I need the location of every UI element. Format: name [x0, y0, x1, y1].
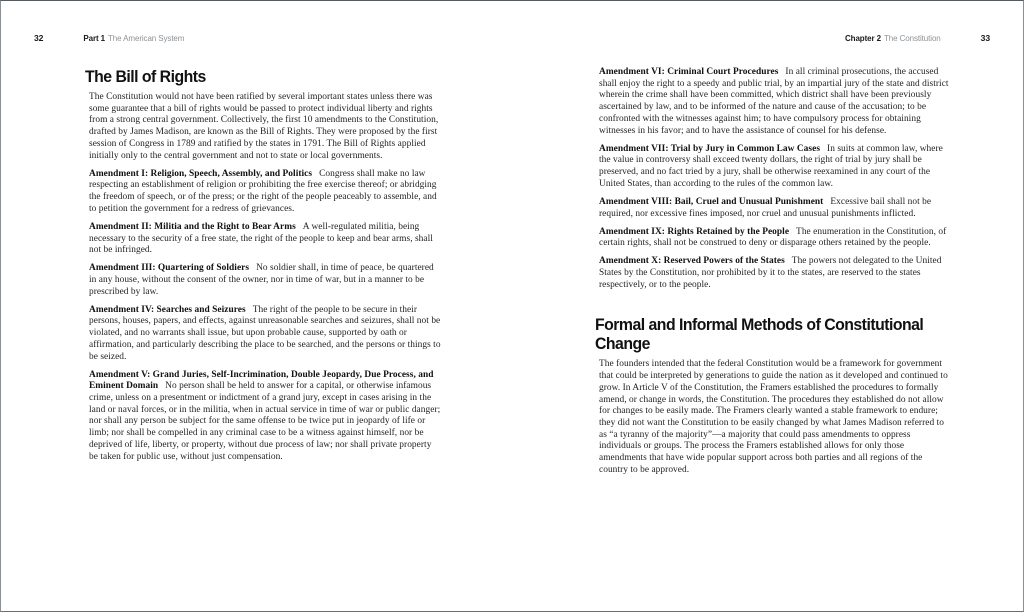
part-label: Part 1 — [83, 34, 105, 43]
amendment-entry-4 — [85, 305, 441, 364]
right-column — [595, 67, 951, 477]
amendment-text: Excessive bail shall not be required, nor excessive fines imposed, nor cruel and unusual punishments inflicted. — [599, 196, 932, 219]
amendment-label: Amendment I: Religion, Speech, Assembly, and Politics — [89, 168, 313, 179]
amendment-label: Amendment VII: Trial by Jury in Common Law Cases — [599, 143, 821, 154]
page-number-recto: 33 — [980, 33, 990, 43]
amendment-text: No person shall be held to answer for a capital, or otherwise infamous crime, unless on a presentment or indictment of a grand jury, except in cases arising in the land or naval forces, or in the militia, when in actual service in time of war or public danger; nor shall any person be subject for the same offense to be twice put in jeopardy of life or limb; nor shall be compelled in any criminal case to be a witness against himself, nor be deprived of life, liberty, or property, without due process of law; nor shall private property be taken for public use, without just compensation. — [89, 381, 441, 462]
amendment-text: A well-regulated militia, being necessary to the security of a free state, the right of the people to keep and bear arms, shall not be infringed. — [89, 221, 433, 256]
amendment-entry-9 — [595, 227, 951, 250]
amendment-text: In suits at common law, where the value in controversy shall exceed twenty dollars, the right of trial by jury shall be preserved, and no fact tried by a jury, shall be otherwise reexamined in any court of the United States, than according to the rules of the common law. — [599, 143, 943, 189]
amendment-label: Amendment IX: Rights Retained by the People — [599, 226, 790, 237]
closing-paragraph: The founders intended that the federal Constitution would be a framework for government that could be interpreted by generations to guide the nation as it developed and continued to grow. In Article V of the Constitution, the Framers established the procedures to formally amend, or change in words, the Constitution. The procedures they established do not allow for changes to be easily made. The Framers clearly wanted a stable framework to endure; they did not want the Constitution to be easily changed by what James Madison referred to as “a tyranny of the majority”—a majority that could pass amendments to oppress individuals or groups. The process the Framers established allows for only those amendments that have wide popular support across both parties and all regions of the country to be approved. — [599, 359, 948, 475]
amendment-label: Amendment III: Quartering of Soldiers — [89, 263, 250, 274]
amendment-entry-6 — [595, 67, 951, 137]
amendment-entry-5 — [85, 370, 441, 464]
amendment-entry-7 — [595, 144, 951, 191]
amendment-label: Amendment VI: Criminal Court Procedures — [599, 67, 779, 77]
page-number-verso: 32 — [34, 33, 44, 43]
amendment-label: Amendment II: Militia and the Right to Bear Arms — [89, 221, 296, 232]
amendment-text: Congress shall make no law respecting an establishment of religion or prohibiting the free exercise thereof; or abridging the freedom of speech, or of the press; or the right of the people peaceably to assemble, and to petition the government for a redress of grievances. — [89, 168, 437, 214]
amendment-entry-1 — [85, 169, 441, 216]
chapter-label: Chapter 2 — [844, 34, 881, 43]
running-head-recto — [845, 34, 990, 43]
amendment-entry-8 — [595, 197, 951, 220]
amendment-label: Amendment IV: Searches and Seizures — [89, 304, 246, 315]
amendment-label: Amendment VIII: Bail, Cruel and Unusual Punishment — [599, 196, 824, 207]
running-head-verso — [34, 34, 184, 43]
amendment-text: In all criminal prosecutions, the accused shall enjoy the right to a speedy and public trial, by an impartial jury of the state and district wherein the crime shall have been committed, which district shall have been previously ascertained by law, and to be informed of the nature and cause of the accusation; to be confronted with the witnesses against him; to have compulsory process for obtaining witnesses in his favor; and to have the assistance of counsel for his defense. — [599, 67, 949, 136]
amendment-text: The enumeration in the Constitution, of certain rights, shall not be construed to deny or disparage others retained by the people. — [599, 226, 947, 249]
left-column — [85, 67, 441, 463]
section-heading-bill-of-rights: The Bill of Rights — [85, 67, 206, 86]
amendment-text: The powers not delegated to the United States by the Constitution, nor prohibited by it to the states, are reserved to the states respectively, or to the people. — [599, 256, 942, 290]
intro-paragraph: The Constitution would not have been ratified by several important states unless there was some guarantee that a bill of rights would be passed to protect individual liberty and rights from a strong central government. Collectively, the first 10 amendments to the Constitution, drafted by James Madison, are known as the Bill of Rights. They were proposed by the first session of Congress in 1789 and ratified by the states in 1791. The Bill of Rights applied initially only to the central government and not to state or local governments. — [89, 92, 439, 161]
amendment-text: The right of the people to be secure in their persons, houses, papers, and effects, against unreasonable searches and seizures, shall not be violated, and no warrants shall issue, but upon probable cause, supported by oath or affirmation, and particularly describing the place to be searched, and the persons or things to be seized. — [89, 304, 441, 362]
amendment-entry-2 — [85, 222, 441, 257]
amendment-label: Amendment X: Reserved Powers of the States — [599, 256, 785, 267]
amendment-entry-10 — [595, 256, 951, 291]
amendment-label: Amendment V: Grand Juries, Self-Incrimination, Double Jeopardy, Due Process, and Eminent Domain — [89, 369, 434, 392]
chapter-title: The Constitution — [883, 34, 941, 43]
amendment-text: No soldier shall, in time of peace, be quartered in any house, without the consent of the owner, nor in time of war, but in a manner to be prescribed by law. — [89, 263, 434, 297]
section-heading-constitutional-change: Formal and Informal Methods of Constitutional Change — [595, 315, 924, 354]
part-title: The American System — [108, 34, 185, 43]
amendment-entry-3 — [85, 263, 441, 298]
